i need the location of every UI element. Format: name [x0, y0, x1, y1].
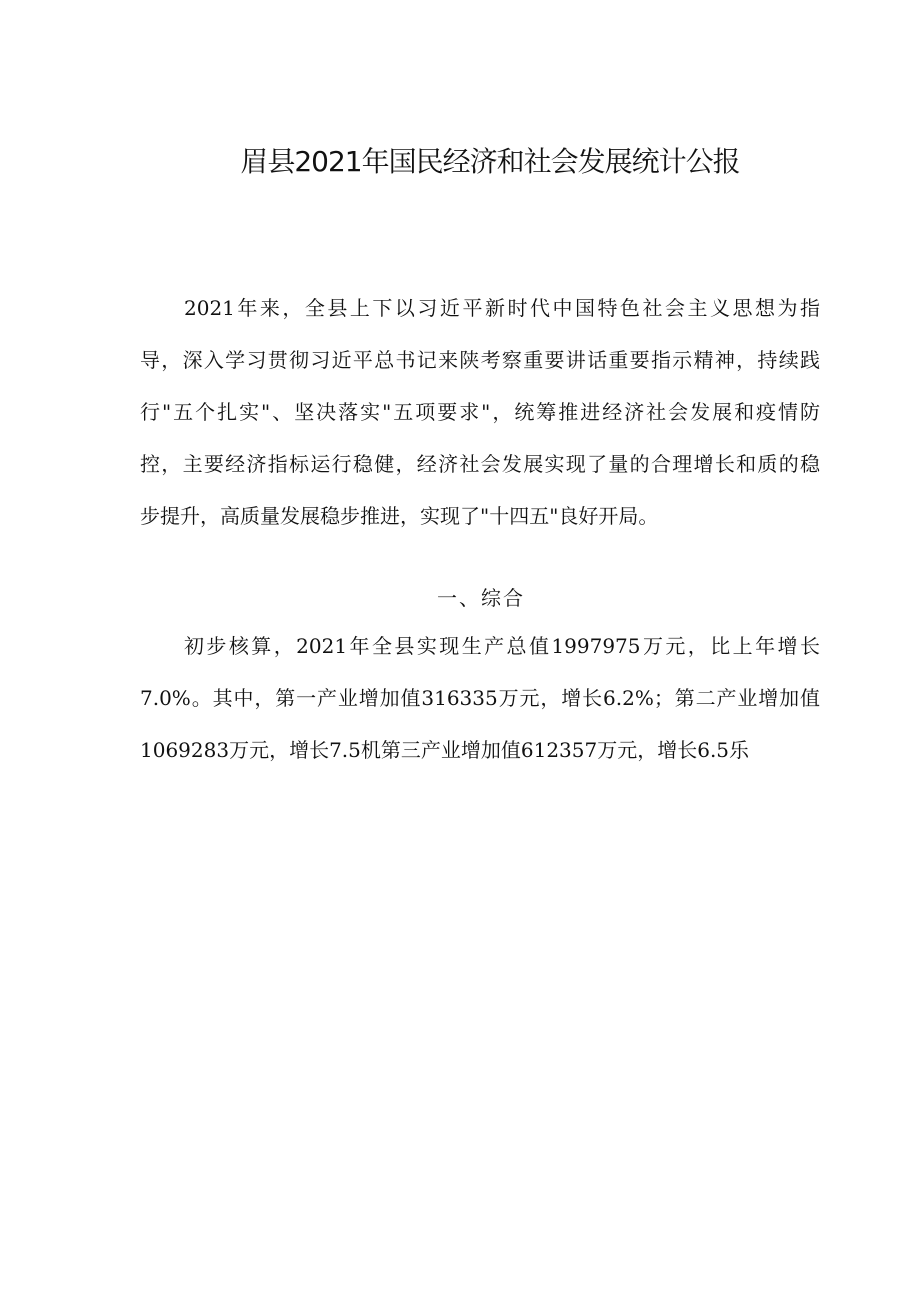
intro-line: 导，深入学习贯彻习近平总书记来陕考察重要讲话重要指示精神，持续践	[140, 348, 820, 372]
intro-line: 2021年来，全县上下以习近平新时代中国特色社会主义思想为指	[184, 296, 820, 320]
overview-line: 1069283万元，增长7.5机第三产业增加值612357万元，增长6.5乐	[140, 738, 750, 762]
document-title: 眉县2021年国民经济和社会发展统计公报	[240, 145, 740, 178]
overview-paragraph	[140, 620, 820, 776]
intro-paragraph	[140, 282, 820, 542]
intro-line: 步提升，高质量发展稳步推进，实现了"十四五"良好开局。	[140, 504, 659, 528]
intro-line: 控，主要经济指标运行稳健，经济社会发展实现了量的合理增长和质的稳	[140, 452, 820, 476]
overview-line: 初步核算，2021年全县实现生产总值1997975万元，比上年增长	[184, 634, 820, 658]
section-heading-overview: 一、综合	[437, 586, 525, 610]
intro-line: 行"五个扎实"、坚决落实"五项要求"，统筹推进经济社会发展和疫情防	[140, 400, 820, 424]
overview-line: 7.0%。其中，第一产业增加值316335万元，增长6.2%；第二产业增加值	[140, 686, 820, 710]
